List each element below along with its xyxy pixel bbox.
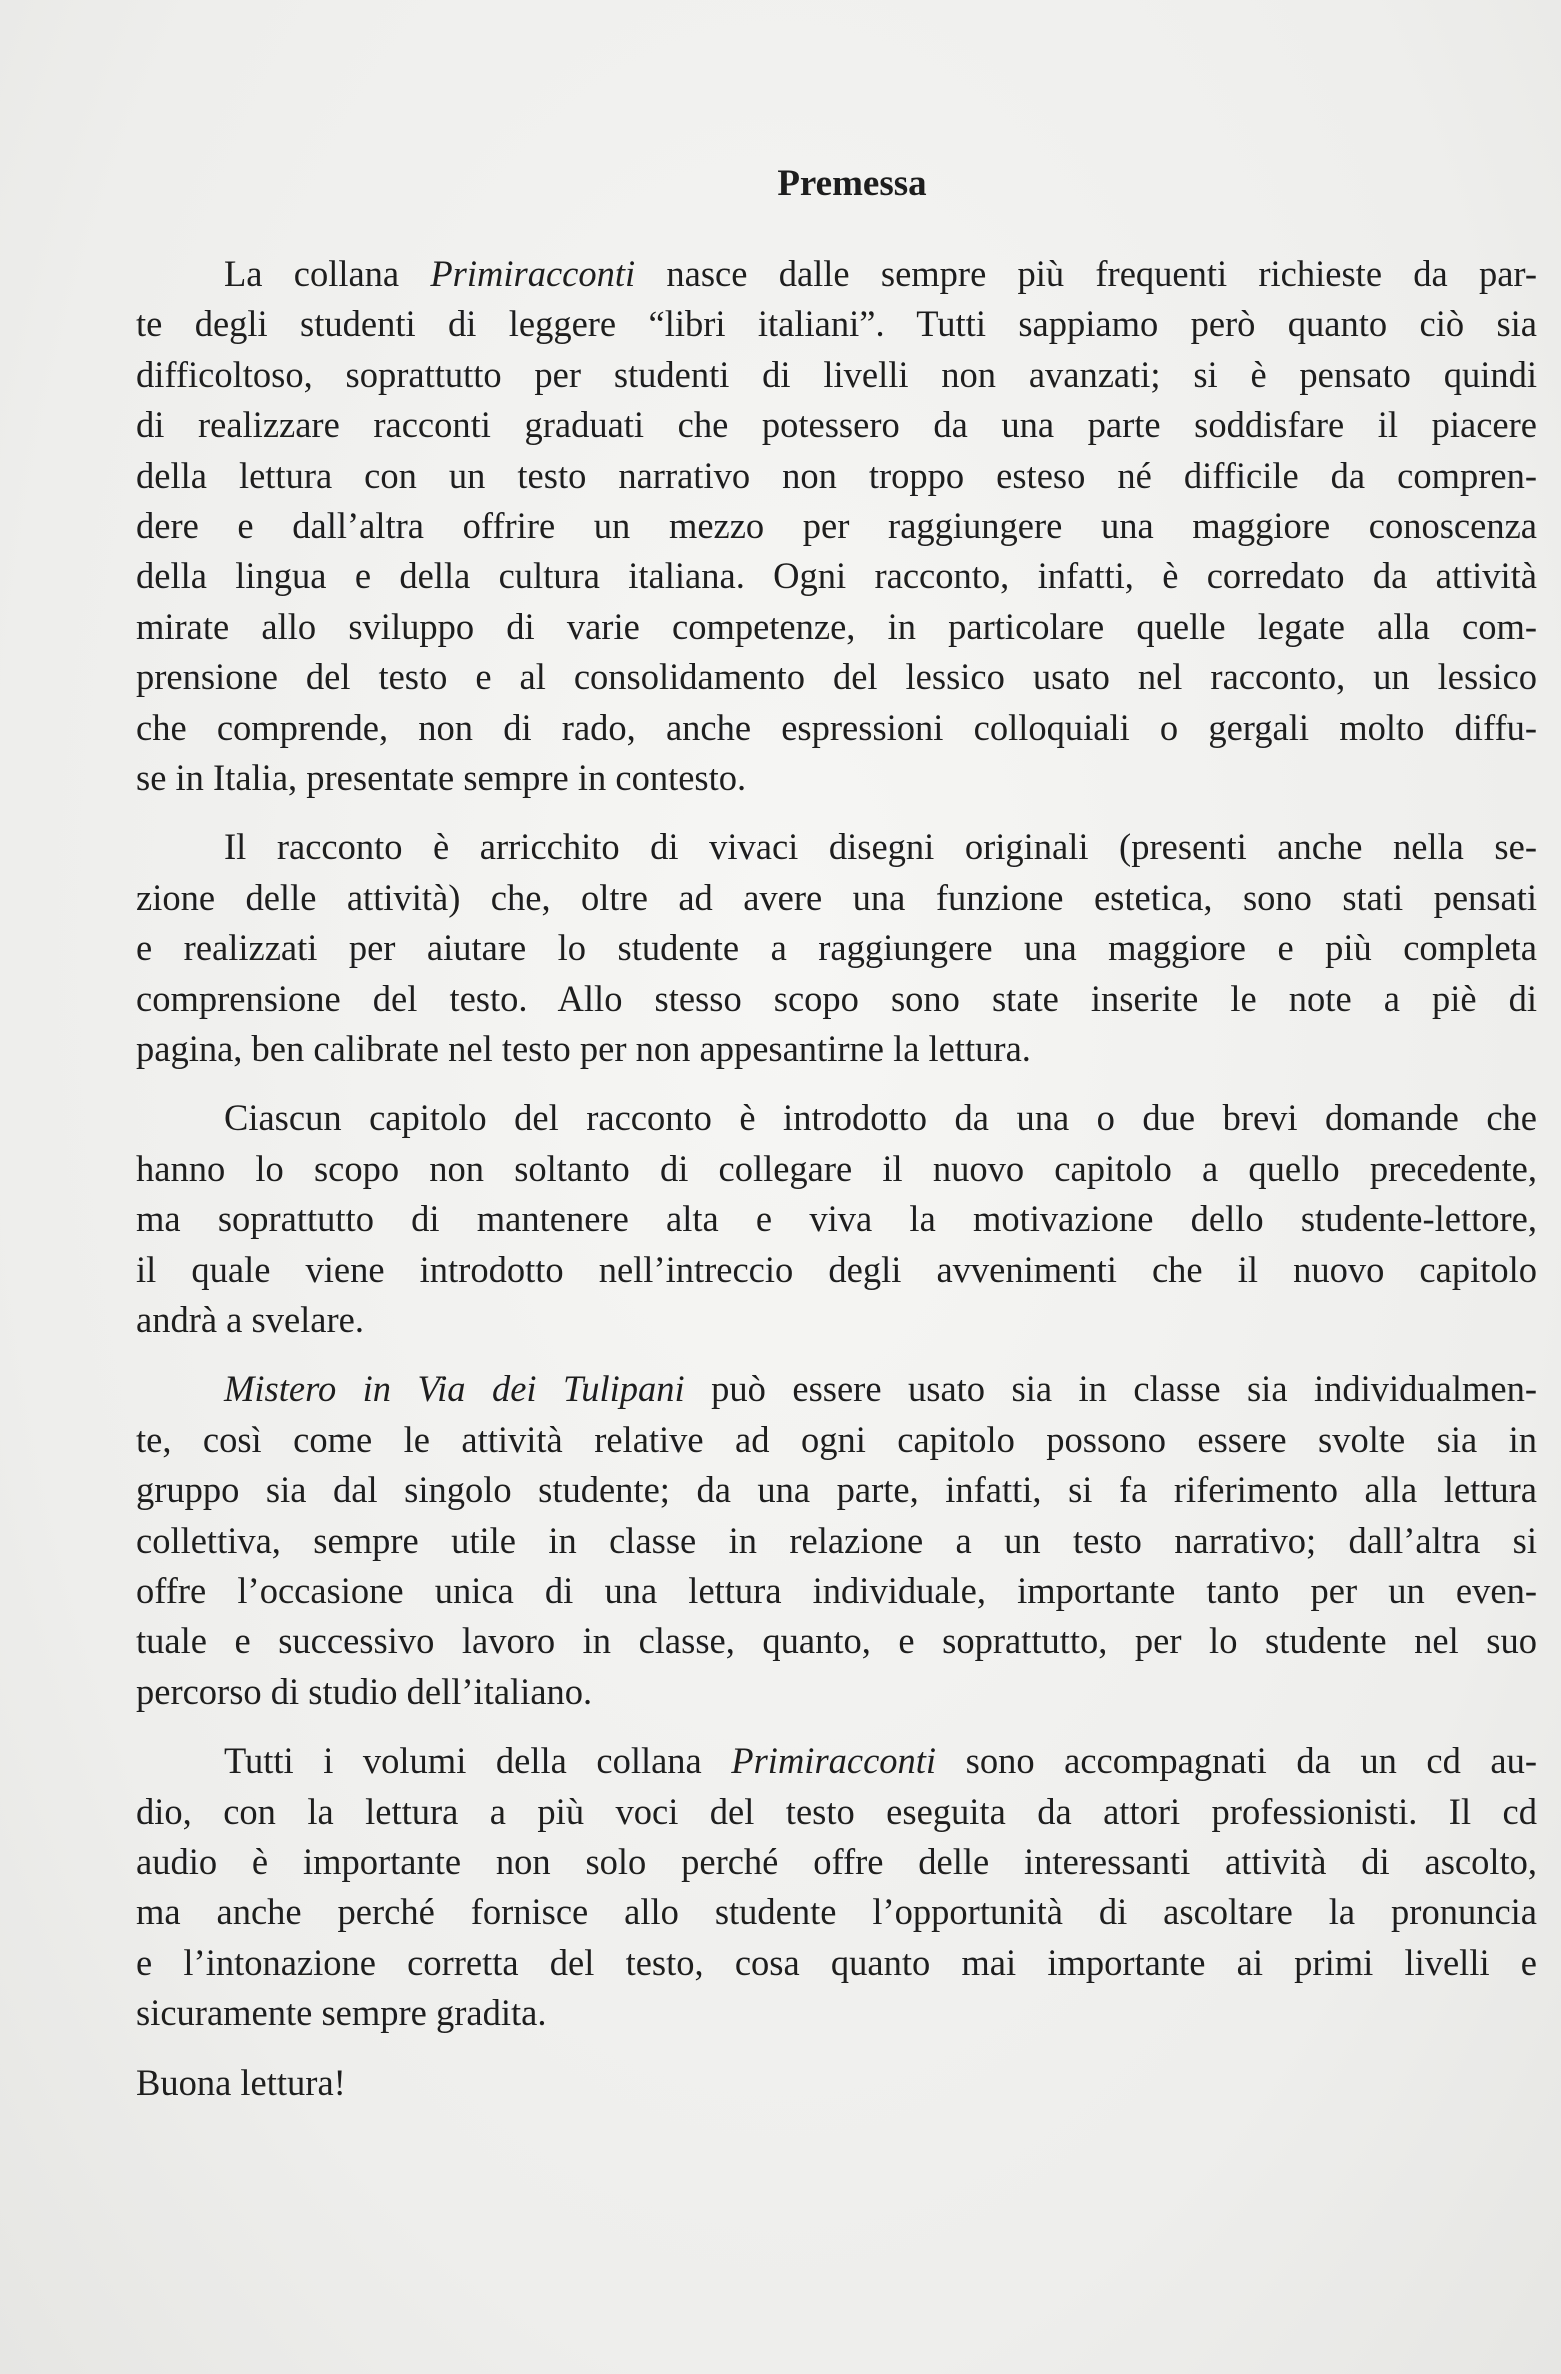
text-line <box>136 655 1537 699</box>
text-line <box>136 454 1537 498</box>
italic-title-text: Mistero in Via dei Tulipani <box>224 1368 685 1410</box>
text-line <box>136 1027 1537 1071</box>
text-segment: Tutti i volumi della collana <box>224 1740 732 1782</box>
text-segment: hanno lo scopo non soltanto di collegare il nuovo capitolo a quello precedente, <box>136 1147 1537 1189</box>
text-segment: di realizzare racconti graduati che potessero da una parte soddisfare il piacere <box>136 404 1537 446</box>
italic-title-text: Primiracconti <box>430 253 636 294</box>
text-line <box>136 2061 1537 2105</box>
text-line <box>136 1941 1537 1985</box>
text-segment: offre l’occasione unica di una lettura individuale, importante tanto per un even- <box>136 1570 1537 1611</box>
page-title: Premessa <box>777 163 927 204</box>
text-line <box>224 825 1537 869</box>
text-segment: prensione del testo e al consolidamento del lessico usato nel racconto, un lessico <box>136 656 1537 698</box>
text-segment: Buona lettura! <box>136 2061 346 2103</box>
text-line <box>136 1619 1537 1663</box>
text-segment: gruppo sia dal singolo studente; da una parte, infatti, si fa riferimento alla lettura <box>136 1469 1537 1511</box>
text-segment: sicuramente sempre gradita. <box>136 1992 547 2034</box>
text-line <box>136 1670 1537 1714</box>
text-segment: La collana <box>224 253 431 294</box>
text-line <box>136 1991 1537 2035</box>
text-segment: e realizzati per aiutare lo studente a raggiungere una maggiore e più completa <box>136 927 1537 969</box>
text-line <box>136 1248 1537 1292</box>
text-line <box>136 977 1537 1021</box>
text-line <box>136 1790 1537 1834</box>
text-segment: Il racconto è arricchito di vivaci disegni originali (presenti anche nella se- <box>224 826 1537 868</box>
text-segment: Ciascun capitolo del racconto è introdotto da una o due brevi domande che <box>224 1097 1537 1139</box>
text-segment: ma soprattutto di mantenere alta e viva la motivazione dello studente-lettore, <box>136 1198 1537 1240</box>
text-line <box>136 1418 1537 1462</box>
text-segment: dio, con la lettura a più voci del testo eseguita da attori professionisti. Il cd <box>136 1790 1537 1832</box>
text-line <box>224 1739 1537 1783</box>
text-segment: difficoltoso, soprattutto per studenti di livelli non avanzati; si è pensato quindi <box>136 353 1537 395</box>
text-line <box>136 1468 1537 1512</box>
text-segment: ma anche perché fornisce allo studente l’opportunità di ascoltare la pronuncia <box>136 1891 1537 1933</box>
text-line <box>136 1519 1537 1563</box>
text-segment: zione delle attività) che, oltre ad avere una funzione estetica, sono stati pensati <box>136 876 1537 918</box>
text-line <box>136 1569 1537 1613</box>
text-line <box>136 554 1537 598</box>
text-line <box>224 1367 1537 1411</box>
text-segment: te degli studenti di leggere “libri italiani”. Tutti sappiamo però quanto ciò sia <box>136 303 1537 345</box>
text-line <box>224 252 1537 296</box>
text-segment: te, così come le attività relative ad ogni capitolo possono essere svolte sia in <box>136 1418 1537 1460</box>
text-segment: collettiva, sempre utile in classe in relazione a un testo narrativo; dall’altra si <box>136 1519 1537 1561</box>
text-line <box>136 302 1537 346</box>
text-segment: tuale e successivo lavoro in classe, quanto, e soprattutto, per lo studente nel suo <box>136 1620 1537 1662</box>
text-line <box>136 1298 1537 1342</box>
text-line <box>136 926 1537 970</box>
italic-title-text: Primiracconti <box>731 1740 937 1782</box>
text-line <box>136 1840 1537 1884</box>
text-line <box>136 1197 1537 1241</box>
text-segment: della lingua e della cultura italiana. Ogni racconto, infatti, è corredato da attività <box>136 555 1537 597</box>
text-segment: pagina, ben calibrate nel testo per non appesantirne la lettura. <box>136 1028 1031 1069</box>
text-segment: può essere usato sia in classe sia individualmen- <box>684 1368 1537 1410</box>
text-segment: andrà a svelare. <box>136 1299 364 1340</box>
text-segment: della lettura con un testo narrativo non troppo esteso né difficile da compren- <box>136 454 1537 496</box>
text-segment: sono accompagnati da un cd au- <box>936 1740 1537 1782</box>
text-line <box>136 504 1537 548</box>
text-segment: e l’intonazione corretta del testo, cosa quanto mai importante ai primi livelli e <box>136 1941 1537 1983</box>
text-line <box>224 1096 1537 1140</box>
text-line <box>136 706 1537 750</box>
text-line <box>136 353 1537 397</box>
text-segment: che comprende, non di rado, anche espressioni colloquiali o gergali molto diffu- <box>136 706 1537 748</box>
text-segment: il quale viene introdotto nell’intreccio degli avvenimenti che il nuovo capitolo <box>136 1248 1537 1290</box>
text-line <box>136 403 1537 447</box>
text-segment: percorso di studio dell’italiano. <box>136 1670 593 1712</box>
text-segment: se in Italia, presentate sempre in contesto. <box>136 757 747 798</box>
text-segment: mirate allo sviluppo di varie competenze, in particolare quelle legate alla com- <box>136 605 1537 647</box>
text-line <box>136 756 1537 800</box>
text-segment: nasce dalle sempre più frequenti richieste da par- <box>635 253 1537 294</box>
text-segment: dere e dall’altra offrire un mezzo per raggiungere una maggiore conoscenza <box>136 505 1537 546</box>
text-line <box>136 876 1537 920</box>
text-line <box>136 1147 1537 1191</box>
text-line <box>136 1890 1537 1934</box>
text-line <box>136 605 1537 649</box>
text-segment: audio è importante non solo perché offre delle interessanti attività di ascolto, <box>136 1841 1537 1882</box>
text-segment: comprensione del testo. Allo stesso scopo sono state inserite le note a piè di <box>136 977 1537 1019</box>
